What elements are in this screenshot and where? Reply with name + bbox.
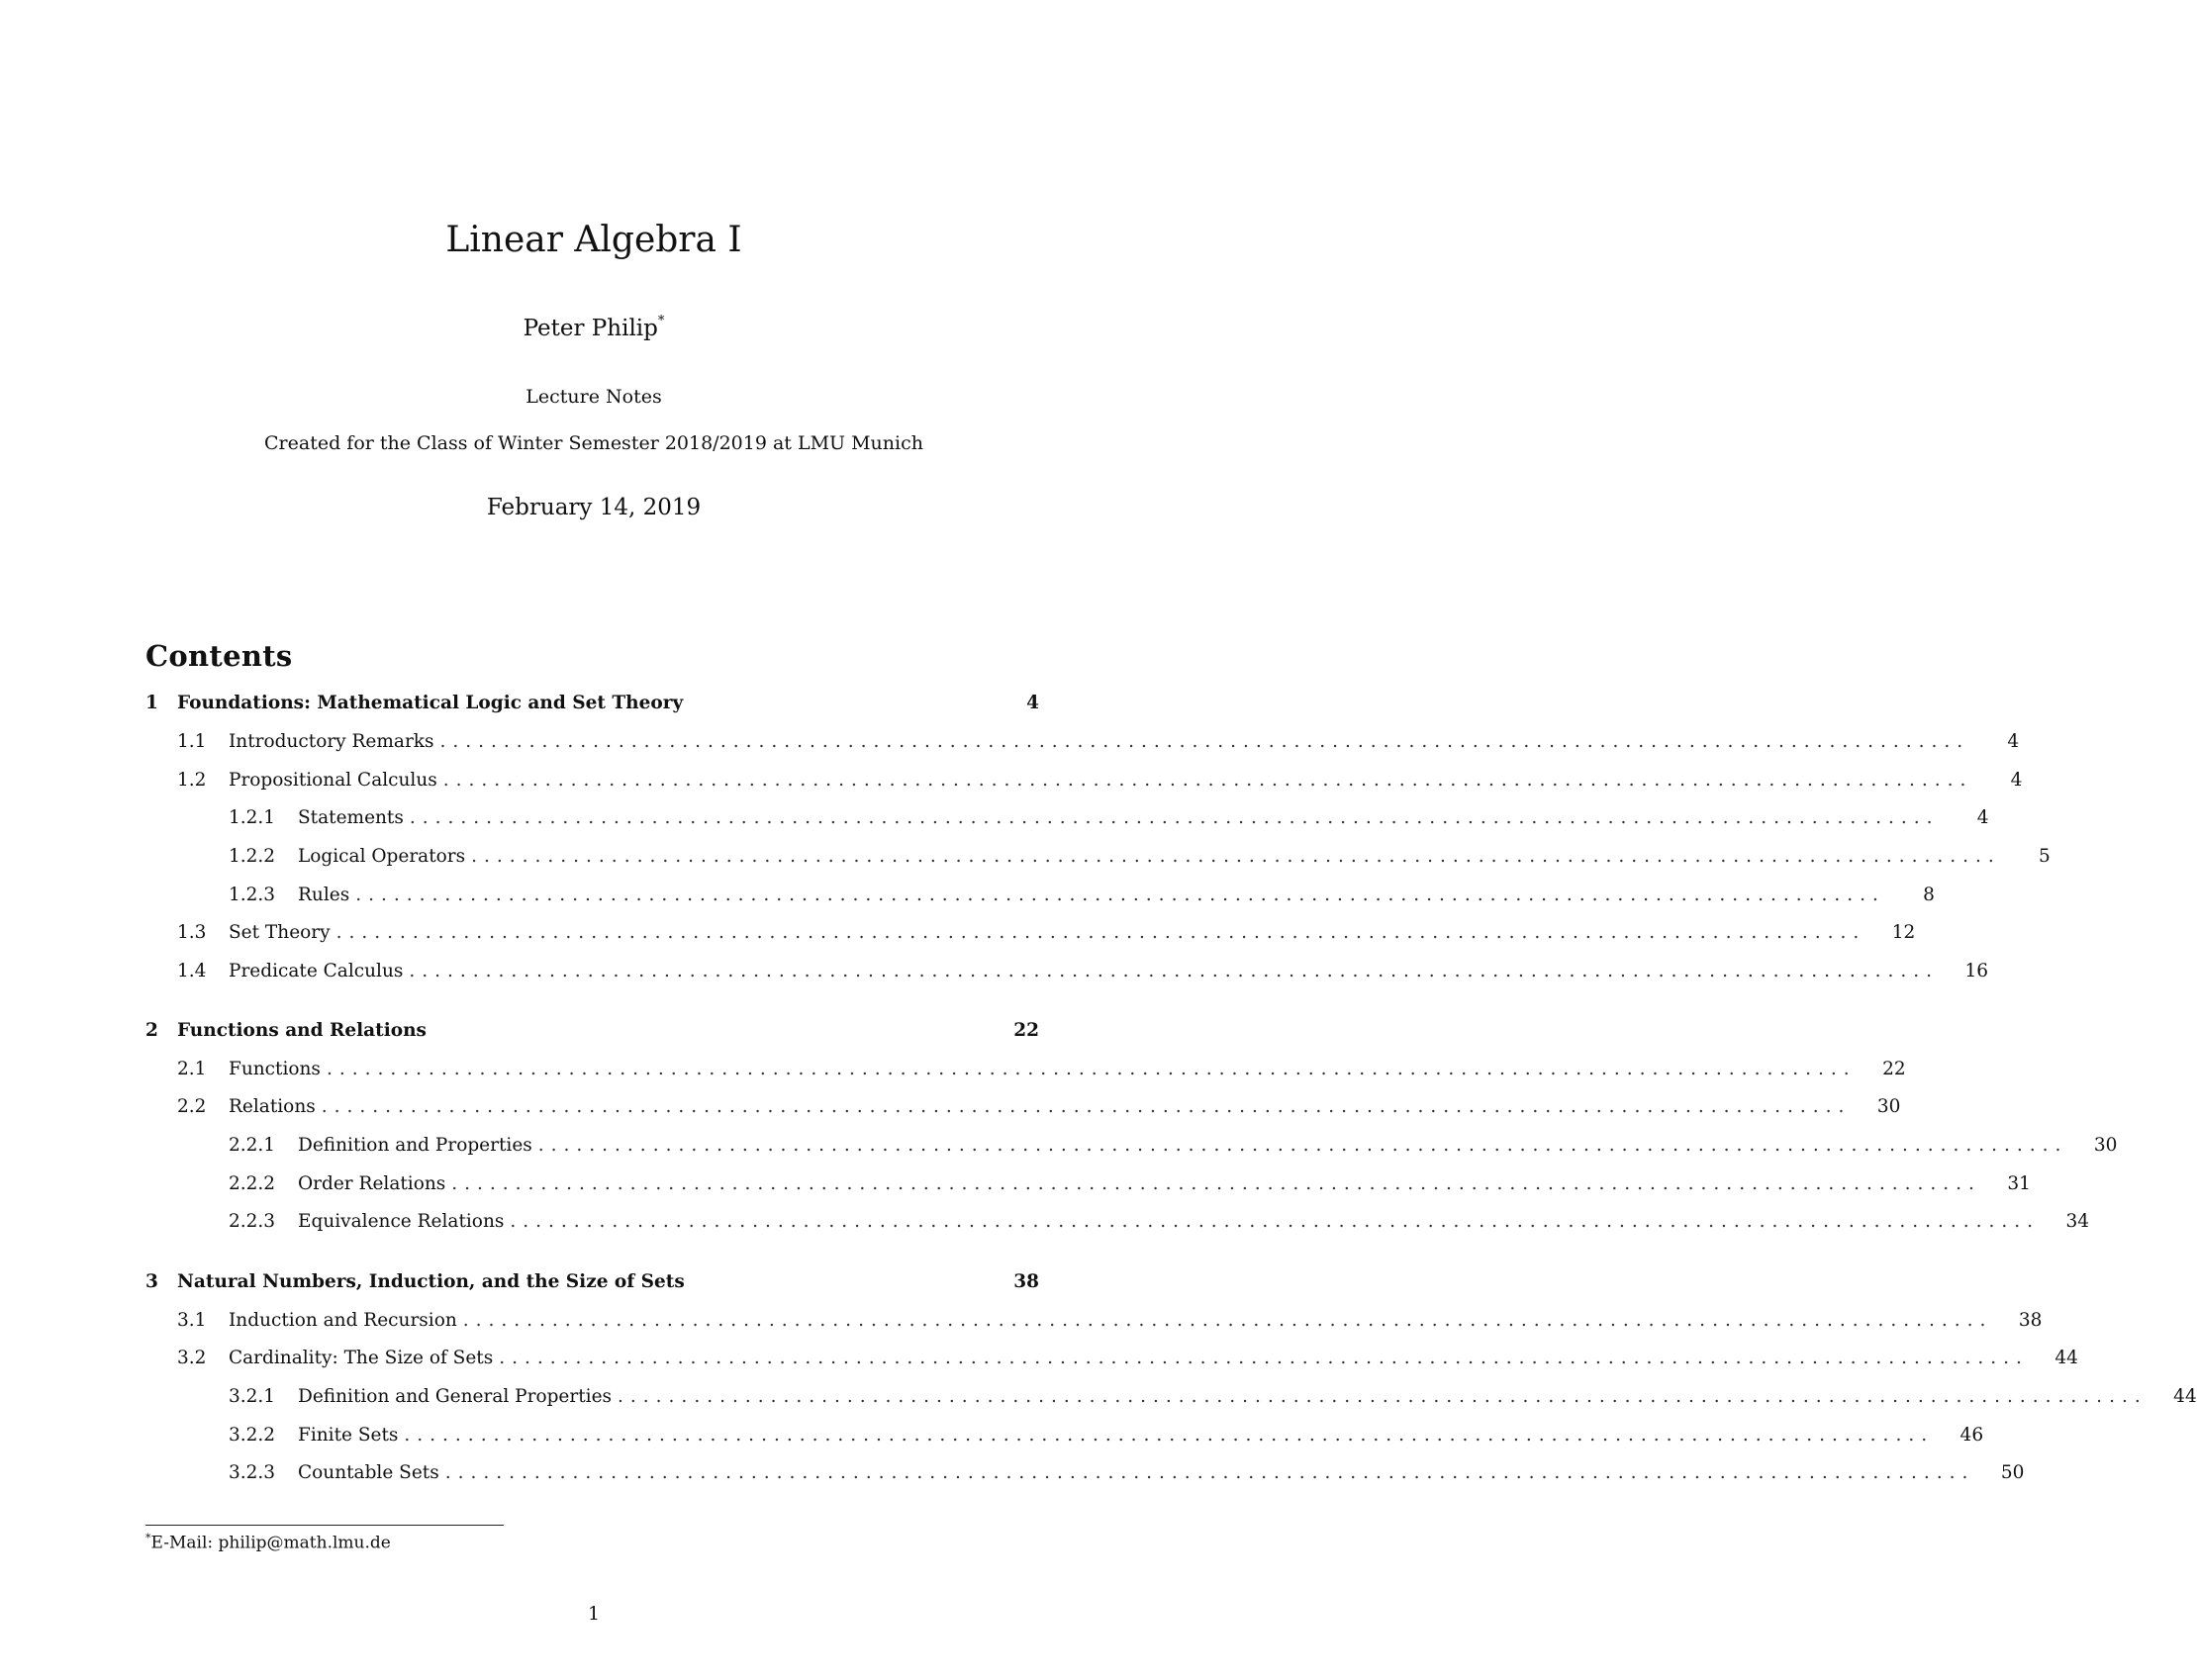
toc-entry-title: Relations <box>229 1096 316 1117</box>
toc-entry-number: 2.2.1 <box>229 1135 276 1156</box>
toc-entry-number: 3.2.3 <box>229 1462 276 1483</box>
toc-dot-leader: ........................................................................................................................ <box>326 1059 1857 1079</box>
toc-entry-page: 16 <box>1964 961 1989 981</box>
toc-entry-page: 34 <box>2065 1211 2090 1232</box>
toc-entry-number: 3.2 <box>177 1348 207 1368</box>
toc-entry-number: 3.1 <box>177 1310 207 1331</box>
toc-section-row[interactable] <box>177 731 2020 757</box>
toc-dot-leader: ........................................................................................................................ <box>444 1462 1975 1483</box>
toc-entry-title: Definition and General Properties <box>298 1386 613 1407</box>
footnote <box>145 1532 391 1553</box>
toc-section-row[interactable] <box>229 1211 2090 1237</box>
toc-dot-leader: ........................................................................................................................ <box>499 1348 2029 1368</box>
toc-entry-page: 30 <box>2093 1135 2118 1156</box>
toc-section-row[interactable] <box>229 885 1935 910</box>
toc-entry-title: Set Theory <box>229 922 331 943</box>
toc-entry-number: 2.2 <box>177 1096 207 1117</box>
toc-section-row[interactable] <box>229 1386 2197 1412</box>
toc-entry-title: Functions and Relations <box>177 1020 427 1041</box>
toc-entry-number: 1.2.1 <box>229 807 276 828</box>
toc-section-row[interactable] <box>177 922 1916 948</box>
toc-entry-title: Finite Sets <box>298 1425 399 1446</box>
toc-entry-page: 31 <box>2007 1173 2031 1194</box>
toc-entry-number: 1.4 <box>177 961 207 981</box>
document-type: Lecture Notes <box>525 386 662 408</box>
toc-entry-page: 4 <box>2010 770 2023 791</box>
toc-dot-leader: ........................................................................................................................ <box>404 1425 1935 1446</box>
toc-section-row[interactable] <box>229 1135 2118 1161</box>
toc-entry-title: Predicate Calculus <box>229 961 404 981</box>
toc-entry-title: Equivalence Relations <box>298 1211 505 1232</box>
toc-entry-number: 1.2 <box>177 770 207 791</box>
toc-entry-number: 3.2.2 <box>229 1425 276 1446</box>
toc-section-row[interactable] <box>229 1173 2031 1199</box>
toc-section-row[interactable] <box>177 770 2023 795</box>
toc-section-row[interactable] <box>229 1425 1984 1450</box>
toc-dot-leader: ........................................................................................................................ <box>442 770 1973 791</box>
toc-entry-number: 1.3 <box>177 922 207 943</box>
document-author <box>0 316 1188 341</box>
toc-dot-leader: ........................................................................................................................ <box>537 1135 2068 1156</box>
toc-entry-page: 22 <box>1013 1020 1039 1041</box>
toc-entry-page: 8 <box>1923 885 1935 905</box>
toc-dot-leader: ........................................................................................................................ <box>321 1096 1852 1117</box>
toc-entry-number: 3 <box>145 1271 158 1292</box>
toc-entry-title: Introductory Remarks <box>229 731 434 752</box>
document-course: Created for the Class of Winter Semester 2018/2019 at LMU Munich <box>264 432 923 454</box>
toc-entry-number: 2.2.2 <box>229 1173 276 1194</box>
toc-entry-number: 1.2.3 <box>229 885 276 905</box>
document-date: February 14, 2019 <box>486 495 702 520</box>
toc-section-row[interactable] <box>177 1096 1901 1122</box>
document-title: Linear Algebra I <box>445 220 742 260</box>
toc-entry-title: Induction and Recursion <box>229 1310 457 1331</box>
toc-dot-leader: ........................................................................................................................ <box>462 1310 1993 1331</box>
toc-entry-number: 1 <box>145 693 158 713</box>
toc-chapter-row[interactable] <box>145 1271 1039 1297</box>
toc-entry-number: 2 <box>145 1020 158 1041</box>
toc-dot-leader: ........................................................................................................................ <box>439 731 1970 752</box>
toc-entry-number: 1.2.2 <box>229 846 276 867</box>
author-name: Peter Philip <box>523 316 658 341</box>
author-footnote-mark[interactable]: * <box>657 314 665 329</box>
toc-entry-page: 38 <box>2018 1310 2043 1331</box>
toc-section-row[interactable] <box>229 807 1989 833</box>
toc-section-row[interactable] <box>229 1462 2025 1488</box>
toc-section-row[interactable] <box>229 846 2051 872</box>
toc-entry-page: 44 <box>2173 1386 2197 1407</box>
toc-entry-page: 50 <box>2000 1462 2025 1483</box>
toc-entry-page: 46 <box>1959 1425 1984 1446</box>
toc-dot-leader: ........................................................................................................................ <box>618 1386 2148 1407</box>
toc-section-row[interactable] <box>177 1310 2043 1336</box>
toc-entry-page: 4 <box>1026 693 1039 713</box>
toc-entry-page: 12 <box>1891 922 1916 943</box>
toc-entry-title: Definition and Properties <box>298 1135 532 1156</box>
toc-entry-page: 5 <box>2039 846 2051 867</box>
toc-dot-leader: ........................................................................................................................ <box>409 807 1940 828</box>
footnote-mark: * <box>145 1532 151 1544</box>
footnote-divider <box>145 1525 504 1526</box>
toc-entry-page: 4 <box>1976 807 1989 828</box>
toc-dot-leader: ........................................................................................................................ <box>471 846 2001 867</box>
toc-entry-title: Countable Sets <box>298 1462 439 1483</box>
toc-dot-leader: ........................................................................................................................ <box>335 922 1866 943</box>
toc-section-row[interactable] <box>177 1059 1906 1084</box>
toc-section-row[interactable] <box>177 961 1989 986</box>
toc-section-row[interactable] <box>177 1348 2078 1373</box>
page-number: 1 <box>587 1603 601 1625</box>
footnote-text: E-Mail: philip@math.lmu.de <box>150 1533 391 1553</box>
toc-entry-page: 44 <box>2054 1348 2078 1368</box>
toc-entry-title: Order Relations <box>298 1173 446 1194</box>
contents-heading: Contents <box>145 639 293 673</box>
toc-entry-title: Statements <box>298 807 404 828</box>
toc-entry-number: 2.2.3 <box>229 1211 276 1232</box>
toc-entry-title: Propositional Calculus <box>229 770 437 791</box>
toc-entry-title: Foundations: Mathematical Logic and Set Theory <box>177 693 684 713</box>
toc-entry-page: 38 <box>1013 1271 1039 1292</box>
toc-entry-number: 2.1 <box>177 1059 207 1079</box>
toc-chapter-row[interactable] <box>145 1020 1039 1046</box>
toc-entry-page: 30 <box>1876 1096 1901 1117</box>
toc-dot-leader: ........................................................................................................................ <box>451 1173 1981 1194</box>
toc-entry-title: Rules <box>298 885 350 905</box>
toc-entry-page: 22 <box>1882 1059 1906 1079</box>
toc-entry-title: Natural Numbers, Induction, and the Size of Sets <box>177 1271 685 1292</box>
toc-entry-title: Functions <box>229 1059 321 1079</box>
toc-dot-leader: ........................................................................................................................ <box>510 1211 2041 1232</box>
toc-dot-leader: ........................................................................................................................ <box>355 885 1885 905</box>
toc-entry-title: Logical Operators <box>298 846 466 867</box>
toc-entry-number: 3.2.1 <box>229 1386 276 1407</box>
toc-entry-page: 4 <box>2007 731 2020 752</box>
toc-entry-title: Cardinality: The Size of Sets <box>229 1348 494 1368</box>
toc-chapter-row[interactable] <box>145 693 1039 718</box>
toc-dot-leader: ........................................................................................................................ <box>409 961 1940 981</box>
toc-entry-number: 1.1 <box>177 731 207 752</box>
